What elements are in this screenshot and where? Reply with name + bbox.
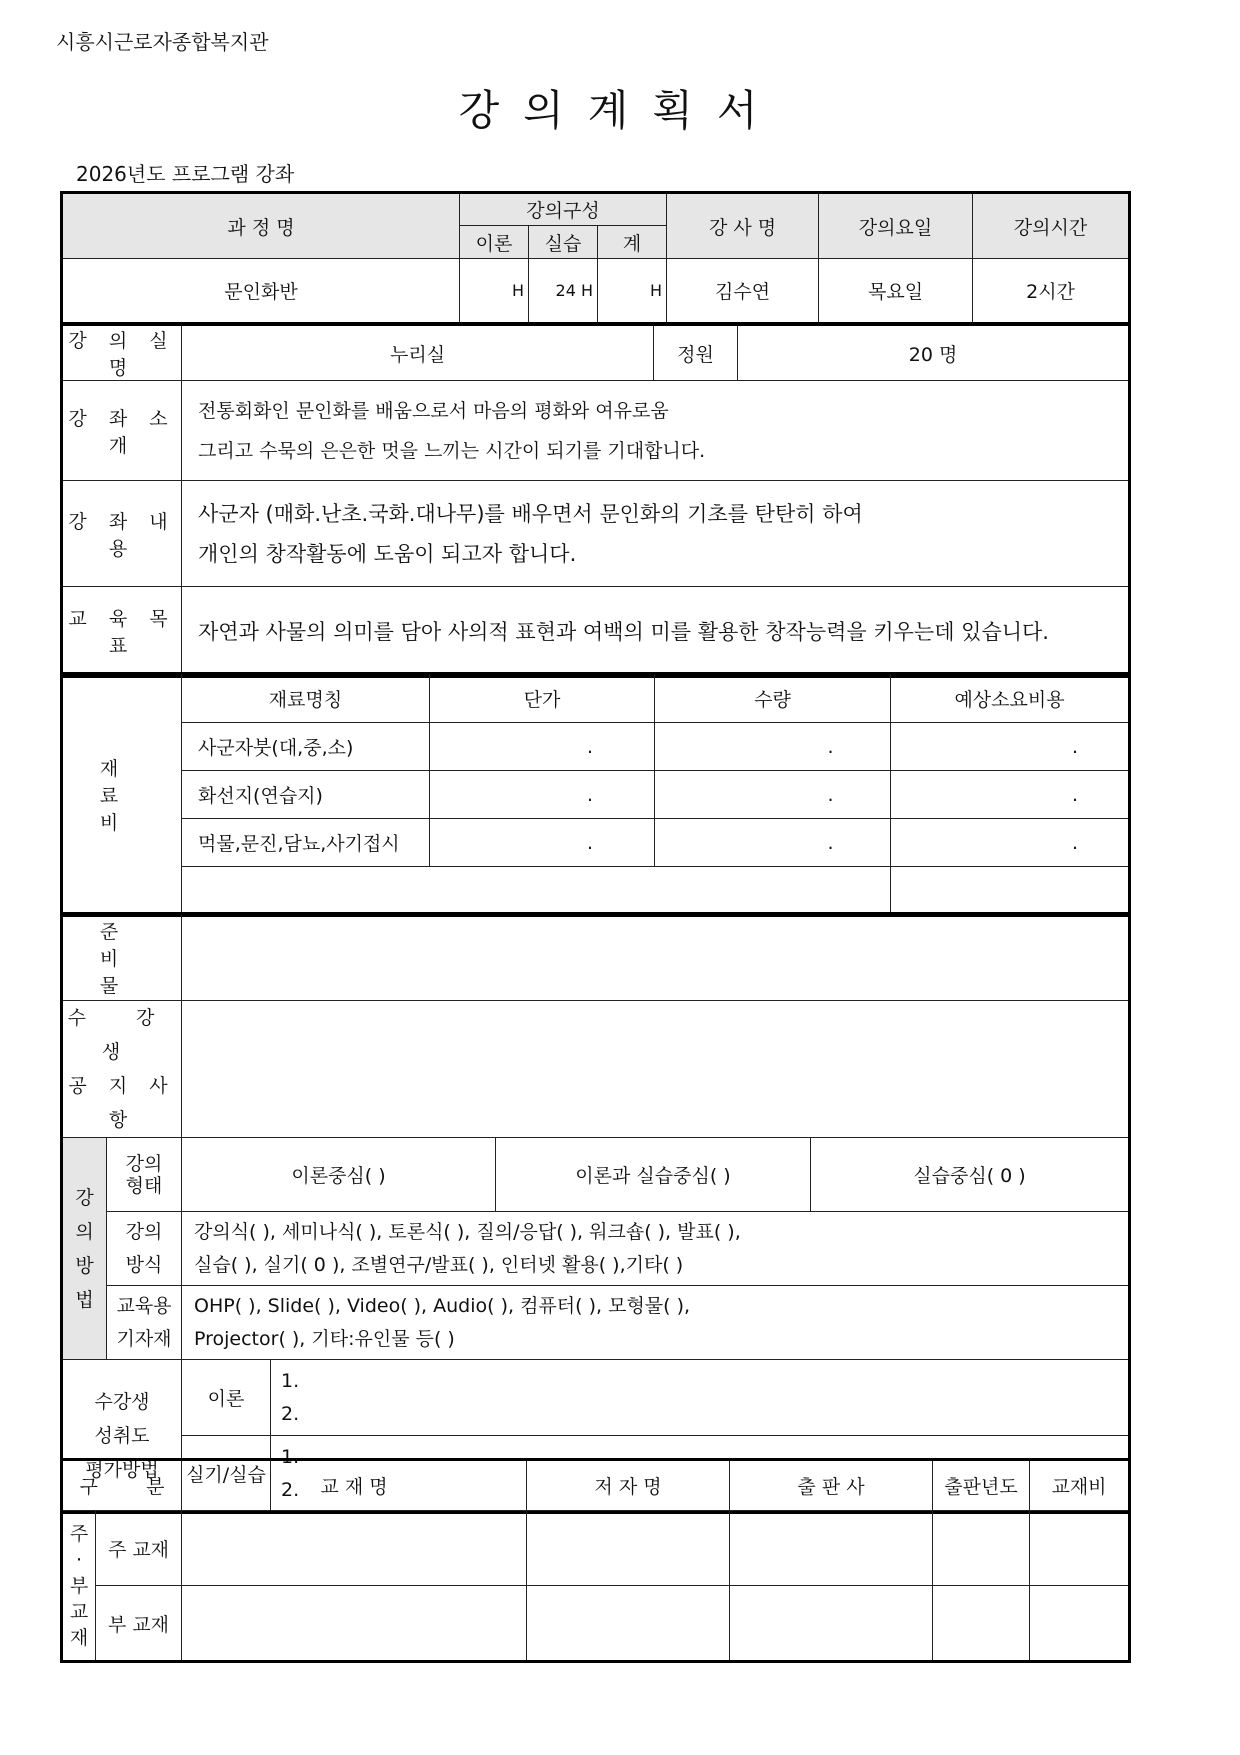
year-program: 2026년도 프로그램 강좌 — [76, 162, 295, 186]
style-label-2: 방식 — [125, 1253, 163, 1276]
sub-textbook-label: 부 교재 — [96, 1586, 182, 1661]
division-label: 구 분 — [63, 1461, 182, 1511]
practice-hours-value[interactable]: 24 H — [529, 259, 598, 323]
room-value[interactable]: 누리실 — [182, 326, 654, 381]
evaluation-label-3: 평가방법 — [85, 1458, 159, 1481]
method-label-2: 의 — [75, 1220, 94, 1243]
form-label — [107, 1138, 182, 1212]
intro-text[interactable] — [182, 381, 1129, 481]
material-qty-3[interactable]: . — [655, 819, 891, 867]
evaluation-theory-label: 이론 — [182, 1360, 271, 1436]
equip-line-2: Projector( ), 기타:유인물 등( ) — [194, 1327, 455, 1350]
composition-header: 강의구성 — [460, 194, 667, 226]
evaluation-practice-item-2: 2. — [281, 1478, 300, 1501]
main-textbook-year[interactable] — [933, 1511, 1030, 1586]
prep-label: 준 비 물 — [63, 915, 182, 1001]
materials-total-cost[interactable] — [891, 867, 1129, 915]
equip-label — [107, 1286, 182, 1360]
style-options[interactable] — [182, 1212, 1129, 1286]
intro-line-2: 그리고 수묵의 은은한 멋을 느끼는 시간이 되기를 기대합니다. — [198, 439, 706, 462]
method-label-1: 강 — [75, 1186, 94, 1209]
textbook-header-author: 저 자 명 — [527, 1461, 730, 1511]
material-qty-2[interactable]: . — [655, 771, 891, 819]
course-name-header: 과 정 명 — [63, 194, 460, 259]
equip-label-1: 교육용 — [116, 1294, 172, 1317]
material-price-1[interactable]: . — [430, 723, 655, 771]
goal-text[interactable]: 자연과 사물의 의미를 담아 사의적 표현과 여백의 미를 활용한 창작능력을 키우는데 있습니다. — [182, 587, 1129, 676]
evaluation-theory-items[interactable] — [271, 1360, 1129, 1436]
method-label-3: 방 — [75, 1254, 94, 1277]
textbook-group-1: 주 — [69, 1522, 89, 1545]
textbook-group-5: 재 — [69, 1626, 89, 1649]
sub-textbook-author[interactable] — [527, 1586, 730, 1661]
materials-header-name: 재료명칭 — [182, 675, 430, 723]
day-value[interactable]: 목요일 — [819, 259, 973, 323]
main-textbook-publisher[interactable] — [730, 1511, 933, 1586]
material-qty-1[interactable]: . — [655, 723, 891, 771]
equip-line-1: OHP( ), Slide( ), Video( ), Audio( ), 컴퓨터( ), 모형물( ), — [194, 1294, 691, 1317]
materials-header-cost: 예상소요비용 — [891, 675, 1129, 723]
notice-value[interactable] — [182, 1001, 1129, 1138]
notice-label — [63, 1001, 182, 1138]
sub-textbook-name[interactable] — [182, 1586, 527, 1661]
style-line-1: 강의식( ), 세미나식( ), 토론식( ), 질의/응답( ), 워크숍( ), 발표( ), — [194, 1220, 741, 1243]
textbook-group-2: · — [75, 1548, 83, 1571]
lecture-plan-table — [62, 325, 1129, 676]
notice-label-1: 수 강 생 — [67, 1007, 177, 1063]
material-cost-1[interactable]: . — [891, 723, 1129, 771]
textbook-header-publisher: 출 판 사 — [730, 1461, 933, 1511]
time-header: 강의시간 — [973, 194, 1129, 259]
style-line-2: 실습( ), 실기( 0 ), 조별연구/발표( ), 인터넷 활용( ),기타( ) — [194, 1253, 684, 1276]
intro-line-1: 전통회화인 문인화를 배움으로서 마음의 평화와 여유로움 — [198, 399, 669, 422]
sub-textbook-publisher[interactable] — [730, 1586, 933, 1661]
textbook-header-year: 출판년도 — [933, 1461, 1030, 1511]
form-theory[interactable]: 이론중심( ) — [182, 1138, 496, 1212]
materials-total-blank[interactable] — [182, 867, 891, 915]
main-textbook-name[interactable] — [182, 1511, 527, 1586]
form-mixed[interactable]: 이론과 실습중심( ) — [496, 1138, 811, 1212]
content-line-1: 사군자 (매화.난초.국화.대나무)를 배우면서 문인화의 기초를 탄탄히 하여 — [198, 501, 863, 526]
sub-textbook-year[interactable] — [933, 1586, 1030, 1661]
textbook-group-4: 교 — [69, 1600, 89, 1623]
material-name-2[interactable]: 화선지(연습지) — [182, 771, 430, 819]
main-textbook-author[interactable] — [527, 1511, 730, 1586]
capacity-label: 정원 — [654, 326, 738, 381]
goal-label: 교 육 목 표 — [63, 587, 182, 676]
material-price-2[interactable]: . — [430, 771, 655, 819]
room-label: 강 의 실 명 — [63, 326, 182, 381]
evaluation-label-1: 수강생 — [94, 1390, 150, 1413]
course-info-table — [62, 193, 1129, 323]
materials-table — [62, 674, 1129, 915]
equip-label-2: 기자재 — [116, 1327, 172, 1350]
style-label — [107, 1212, 182, 1286]
practice-header: 실습 — [529, 226, 598, 259]
theory-header: 이론 — [460, 226, 529, 259]
content-line-2: 개인의 창작활동에 도움이 되고자 합니다. — [198, 541, 577, 566]
method-label — [63, 1138, 107, 1360]
prep-value[interactable] — [182, 915, 1129, 1001]
evaluation-theory-item-1: 1. — [281, 1369, 300, 1392]
capacity-value[interactable]: 20 명 — [738, 326, 1129, 381]
evaluation-theory-item-2: 2. — [281, 1402, 300, 1425]
textbook-header-price: 교재비 — [1030, 1461, 1129, 1511]
material-price-3[interactable]: . — [430, 819, 655, 867]
textbooks-table — [62, 1460, 1129, 1661]
method-label-4: 법 — [75, 1288, 94, 1311]
theory-hours-value[interactable]: H — [460, 259, 529, 323]
form-label-2: 형태 — [125, 1174, 163, 1197]
document-title: 강의계획서 — [458, 86, 782, 135]
textbook-group-3: 부 — [69, 1574, 89, 1597]
content-text[interactable] — [182, 481, 1129, 587]
material-name-3[interactable]: 먹물,문진,담뇨,사기접시 — [182, 819, 430, 867]
material-cost-2[interactable]: . — [891, 771, 1129, 819]
instructor-value[interactable]: 김수연 — [667, 259, 819, 323]
sub-textbook-price[interactable] — [1030, 1586, 1129, 1661]
style-label-1: 강의 — [125, 1220, 163, 1243]
method-table — [62, 914, 1129, 1512]
textbook-header-name: 교 재 명 — [182, 1461, 527, 1511]
content-label: 강 좌 내 용 — [63, 481, 182, 587]
total-header: 계 — [598, 226, 667, 259]
material-name-1[interactable]: 사군자붓(대,중,소) — [182, 723, 430, 771]
materials-header-qty: 수량 — [655, 675, 891, 723]
intro-label: 강 좌 소 개 — [63, 381, 182, 481]
course-name-value[interactable]: 문인화반 — [63, 259, 460, 323]
evaluation-practice-label: 실기/실습 — [182, 1436, 271, 1512]
materials-label: 재 료 비 — [63, 675, 182, 915]
evaluation-label-2: 성취도 — [94, 1424, 150, 1447]
material-cost-3[interactable]: . — [891, 819, 1129, 867]
evaluation-practice-item-1: 1. — [281, 1445, 300, 1468]
day-header: 강의요일 — [819, 194, 973, 259]
materials-header-price: 단가 — [430, 675, 655, 723]
instructor-header: 강 사 명 — [667, 194, 819, 259]
notice-label-2: 공 지 사 항 — [68, 1075, 176, 1131]
equip-options[interactable] — [182, 1286, 1129, 1360]
organization-name: 시흥시근로자종합복지관 — [56, 30, 269, 54]
form-practice[interactable]: 실습중심( 0 ) — [811, 1138, 1129, 1212]
total-hours-value[interactable]: H — [598, 259, 667, 323]
main-textbook-price[interactable] — [1030, 1511, 1129, 1586]
main-textbook-label: 주 교재 — [96, 1511, 182, 1586]
form-label-1: 강의 — [125, 1152, 163, 1175]
textbook-group-label — [63, 1511, 96, 1661]
time-value[interactable]: 2시간 — [973, 259, 1129, 323]
